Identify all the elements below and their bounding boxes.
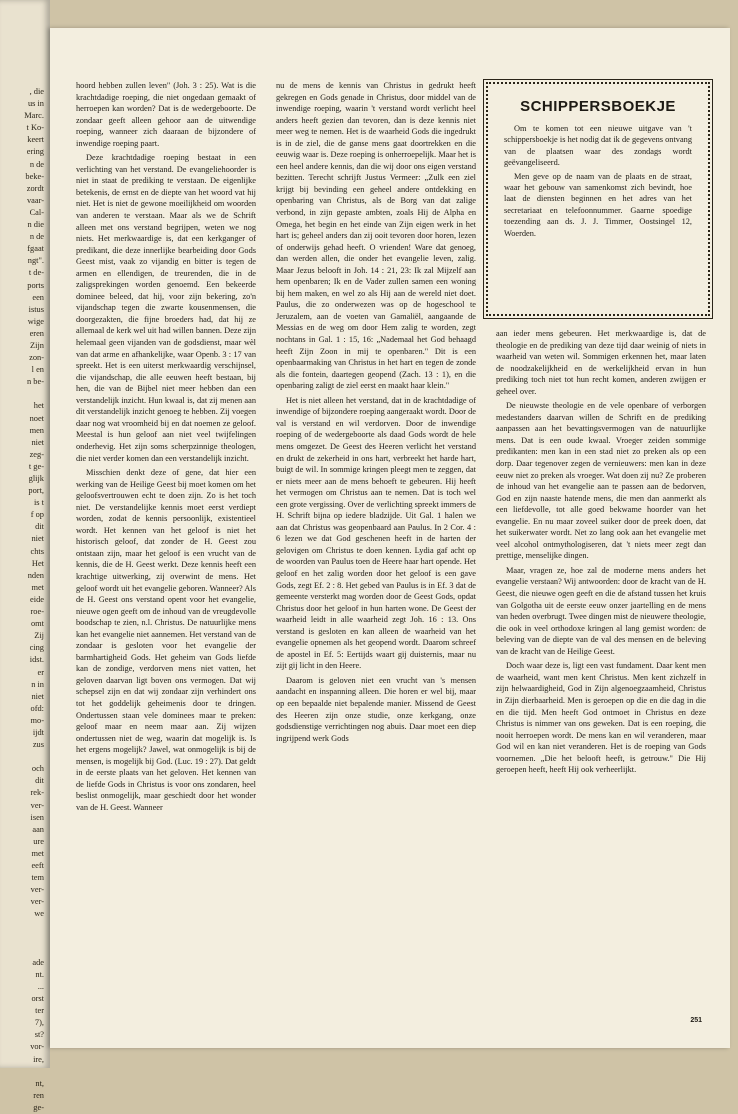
notice-title: SCHIPPERSBOEKJE (520, 98, 676, 115)
gutter-fragment: glijk (28, 474, 44, 483)
gutter-fragment: fgaat (27, 244, 44, 254)
gutter-fragment: Marc. (24, 111, 44, 121)
gutter-fragment: ire, (33, 1054, 44, 1064)
gutter-fragment: niet (31, 534, 44, 544)
gutter-fragment: we (34, 909, 44, 919)
gutter-fragment: t ge- (28, 461, 44, 471)
gutter-fragment: keert (27, 135, 44, 145)
gutter-fragment: ver- (30, 885, 44, 895)
paragraph: Daarom is geloven niet een vrucht van 's mensen aandacht en inspanning alleen. Die horen er wel bij, maar op een bepaalde niet bepalende manier. Missend de Geest des Heeren zijn onze studie, onze kerkgang, onze godsdienstige verrichtingen nog abuis. Daar moet een diep ingrijpend werk Gods (276, 675, 476, 743)
gutter-fragment: zeg- (29, 449, 44, 459)
paragraph: Het is niet alleen het verstand, dat in de krachtdadige of inwendige of bijzondere roeping aangeraakt wordt. Door de val is verstand en wil verdorven. Door de inwendige roeping of de wedergeboorte als daad Gods wordt de hele mens omgezet. De Geest des Heeren verlicht het verstand en drukt de zekerheid in ons hart, verbreekt het harde hart, buigt de wil. In sommige kringen pleegt men te zeggen, dat er niets meer aan de mens behoeft te gebeuren. Hij heeft het vermogen om Christus aan te nemen. Dat is toch wel een grote vergissing. Over de verlichting spreekt immers de H. Schrift bijna op iedere bladzijde. Uit Gal. 1 halen we aan dat Christus was geopenbaard aan Paulus. In 2 Cor. 4 : 6 lezen we dat God geschenen heeft in de harten der gelovigen om Christus te doen kennen. Lydia gaf acht op de woorden van Paulus toen de Heere haar hart opende. Het geloof en het zalig worden door het geloof is een gave Gods, zegt Ef. 2 : 8. Het gebed van Paulus is in Ef. 3 dat de gemeente versterkt mag worden door de Geest Gods, opdat Christus door het geloof in hun harten wone. De Geest der waarheid leidt in alle waarheid zegt Joh. 16 : 13. Ons verstand is gesloten en kan alleen de waarheid van het evangelie opnemen als het geopend wordt. Daarom schreef de apostel in Ef. 5: Eertijds waart gij duisternis, maar nu zijt gij licht in den Heere. (276, 395, 476, 671)
gutter-fragment: chts (30, 546, 44, 556)
paragraph: nu de mens de kennis van Christus in gedrukt heeft gekregen en Gods genade in Christus, door middel van de inwendige roeping, waarin 't verstand wordt verlicht heel anders heeft gezien dan tevoren, dan is deze kennis niet meer weg te nemen. Het is de waarheid Gods die ingedrukt is in de ziel, die de ganse mens gaat doortrekken en die eeuwig waar is. Deze roeping is onherroepelijk. Maar het is een heel andere kennis, dan die wij door ons eigen verstand bezitten. Terecht schrijft Justus Vermeer: „Zulk een ziel krijgt bij bevinding een geheel andere ontdekking en openbaring van Christus, als de Borg van dat zalige verbond, in zijn gepaste ambten, zoals Hij de Alpha en Omega, het begin en het einde van Zijn eigen werk in het hart is; geheel anders dan zij ooit tevoren door horen, lezen of onderwijs gehad heeft. O vrienden! Ware dat genoeg, dan werden allen, die onder het evangelie leven, zalig. Maar Jezus belooft in Joh. 14 : 21, 23: Ik zal Mijzelf aan hem openbaren; Ik en de Vader zullen samen een woning bij hem maken, en wel zo als Hij aan de wereld niet doet. Paulus, die zo onderwezen was op de hogeschool te Jeruzalem, aan de voeten van Gamaliël, aangaande de Messias en de weg om door Hem zalig te worden, zegt nochtans in Gal. 1 : 15, 16: „Nademaal het God behaagd heeft Zijn Zoon in mij te openbaren." Dit is een openbaarmaking van Christus in het hart en tegen de zonde als die fontein, daartegen geopend (Zach. 13 : 1), en die openbaring zaligt de ziel eerst en maakt haar klein." (276, 81, 476, 391)
gutter-fragment: cing (29, 643, 44, 653)
paragraph: Doch waar deze is, ligt een vast fundament. Daar kent men de waarheid, want men kent Christus. Men kent zichzelf in zijn helwaardigheid, God in Zijn algenoegzaamheid, Christus in Zijn dierbaarheid. Men is geroepen op die en die dag in die en die tijd. Men heeft God ontmoet in Christus en deze Christus is nimmer van ons geweken. Dat is een roeping, die nooit herroepen wordt. De mens kan en wil veranderen, maar God wil en kan niet veranderen. Het is de roeping van Gods voornemen. „Die het belooft heeft, is getrouw." Die Hij geroepen heeft, heeft Hij ook verheerlijkt. (496, 661, 706, 775)
gutter-fragment: ... (37, 981, 44, 991)
gutter-fragment: n die (27, 220, 44, 230)
paragraph: aan ieder mens gebeuren. Het merkwaardige is, dat de theologie en de prediking van deze tijd daar weinig of niets in waarheid van weten wil. Sommigen erkennen het, maar laten de noodzakelijkheid en de werkelijkheid ervan in hun prediking toch niet tot hun recht komen, anderen zwijgen er geheel over. (496, 329, 706, 396)
gutter-fragment: zordt (26, 183, 44, 193)
gutter-fragment: roe- (30, 607, 44, 617)
paragraph: Deze krachtdadige roeping bestaat in een verlichting van het verstand. De evangeliehoorder is niet in staat de prediking te verstaan. De eigenlijke betekenis, de ernst en de diepte van het woord vat hij niet. Het is niet de gewone moeilijkheid om woorden van anderen te verstaan. Maar als we de Schrift alleen met ons verstand begrijpen, weten we nog niets. Het merkwaardige is, dat een kerkganger of predikant, die deze innerlijke bearbeiding door Gods Geest mist, vaak zo vijandig en bitter is tegen de armen en ellendigen, de treurenden, die in de zaligsprekingen worden genoemd. Een bekeerde dominee beleed, dat hij, voor zijn bekering, zo'n vijandschap tegen die zwarte kousenmensen, die doorgezakten, die fijne broeders had, dat hij ze allemaal de kerk wel uit had willen bannen. Deze zijn helemaal geen vijanden van de godsdienst, maar wèl van dat arme en afhankelijke, waar Openb. 3 : 17 van spreekt. Het is een uiterst merkwaardig verschijnsel, die vijandschap, die alle eeuwen heeft bestaan, bij hen, die van de Bijbel niet meer hebben dan een verstandelijk inzicht. Hun kwaal is, dat zij menen aan dit verstandelijk inzicht genoeg te hebben. Zij voegen daar nog wat vroomheid bij en dat noemen ze geloof. Meestal is hun geloof aan niet veel twijfelingen onderhevig. Het zijn soms scherpzinnige theologen, die niet verder komen dan een verstandelijk inzicht. (76, 153, 256, 463)
gutter-fragment (0, 751, 50, 763)
gutter-fragment: ports (27, 280, 44, 290)
gutter-fragment: zus (32, 740, 44, 750)
notice-paragraph: Men geve op de naam van de plaats en de straat, waar het gebouw van samenkomst zich bevindt, hoe laat de diensten beginnen en het adres van het secretariaat en telefoonnummer. Gaarne spoedige toezending aan ds. J. J. Timmer, Oostsingel 12, Woerden. (504, 171, 692, 238)
gutter-fragment: niet (31, 691, 44, 701)
gutter-fragment: men (29, 425, 44, 435)
gutter-fragment: ure (33, 836, 44, 846)
gutter-fragment: isen (30, 812, 44, 822)
left-page-fragments (0, 0, 50, 1114)
gutter-fragment: l en (31, 365, 44, 375)
gutter-fragment: och (31, 764, 44, 774)
gutter-fragment: eren (29, 328, 44, 338)
paragraph: Maar, vragen ze, hoe zal de moderne mens anders het evangelie verstaan? Wij antwoorden: door de kracht van de H. Geest, die nieuwe ogen geeft en die de afstand tussen het kruis van Golgotha uit de eerste eeuw onzer jaartelling en de mens van heden overbrugt. Twee dingen mist de nieuwere theologie, die ook in veel orthodoxe kringen al lang gemist worden: de beleving van de diepte van de val des mensen en de beleving van de kracht van de Heilige Geest. (496, 565, 706, 656)
gutter-fragment: ver- (30, 897, 44, 907)
gutter-fragment: t Ko- (26, 123, 44, 133)
text-column-1 (76, 80, 256, 816)
left-page-gutter (0, 0, 50, 1112)
gutter-fragment: niet (31, 437, 44, 447)
gutter-fragment: mo- (30, 715, 44, 725)
gutter-fragment: eeft (31, 861, 44, 870)
gutter-fragment: het (33, 401, 44, 411)
text-column-3 (496, 328, 706, 779)
magazine-page (50, 28, 730, 1048)
gutter-fragment: ngt". (27, 256, 44, 266)
gutter-fragment: zon- (29, 353, 44, 363)
gutter-fragment: ver- (30, 800, 44, 810)
gutter-fragment: Het (31, 558, 44, 568)
gutter-fragment: met (31, 582, 44, 592)
gutter-fragment (0, 933, 50, 945)
notice-paragraph: Om te komen tot een nieuwe uitgave van 't schippersboekje is het nodig dat ik de gegevens ontvang van de plaatsen waar des zondags wordt geëvangeliseerd. (504, 124, 692, 168)
gutter-fragment: idst. (29, 655, 44, 665)
gutter-fragment: ijdt (32, 727, 44, 737)
gutter-fragment: n de (29, 232, 44, 242)
gutter-fragment: eide (30, 594, 44, 604)
gutter-fragment: port, (28, 486, 44, 496)
gutter-fragment: Zijn (30, 340, 44, 350)
gutter-fragment: ade (32, 957, 44, 967)
gutter-fragment: beke- (25, 171, 44, 181)
gutter-fragment (0, 388, 50, 400)
gutter-fragment: st? (34, 1030, 44, 1040)
gutter-fragment: us in (27, 99, 44, 109)
gutter-fragment: nden (27, 570, 44, 580)
gutter-fragment: wige (27, 316, 44, 326)
paragraph: De nieuwste theologie en de vele openbare of verborgen medestanders daarvan willen de Schrift en de prediking aanpassen aan het bevattingsvermogen van de natuurlijke mens. Dat is een oude kwaal. Vroeger zeiden sommige predikanten: men kan in een stad niet zo preken als op een dorp. Daar tegenover zegen de vernieuwers: men kan in deze eeuw niet zo preken als vroeger. Wat doen zij nu? Ze proberen de inhoud van het evangelie aan te passen aan de bedorven, God en zijn naaste hatende mens, die men dan aanmerkt als een liefdevolle, tot alle goed bekwame hoorder van het evangelie. En nu maar zoveel suiker door de preek doen, dat het suikerwater wordt. Net zo lang ook aan het evangelie met veel alcohol ontmythologiseren, dat 't niets meer zegt dan prettige, menselijke dingen. (496, 401, 706, 561)
gutter-fragment: omt (30, 619, 44, 629)
gutter-fragment: Cal- (29, 207, 44, 217)
gutter-fragment: noet (29, 413, 44, 423)
gutter-fragment: , die (29, 87, 44, 96)
gutter-fragment: rek- (30, 788, 44, 798)
page-number: 251 (690, 1017, 702, 1024)
gutter-fragment: dit (35, 776, 44, 786)
gutter-fragment: aan (32, 824, 44, 834)
gutter-fragment (0, 1066, 50, 1078)
gutter-fragment: n de (29, 159, 44, 169)
gutter-fragment: istus (28, 304, 44, 314)
paragraph: hoord hebben zullen leven" (Joh. 3 : 25). Wat is die krachtdadige roeping, die niet ongedaan gemaakt of herroepen kan worden? Dat is de wedergeboorte. De zondaar geeft alleen gehoor aan de uitwendige roeping, wanneer zich daaraan de bijzondere of inwendige roeping paart. (76, 81, 256, 148)
gutter-fragment: is t (33, 498, 44, 508)
gutter-fragment: n in (31, 679, 44, 689)
gutter-fragment: ren (33, 1090, 44, 1100)
gutter-fragment: vaar- (26, 195, 44, 205)
gutter-fragment: t de- (28, 268, 44, 278)
text-column-2 (276, 80, 476, 747)
gutter-fragment: n be- (27, 377, 44, 387)
gutter-fragment: met (31, 848, 44, 858)
gutter-fragment: dit (35, 522, 44, 532)
gutter-fragment: ofd: (30, 703, 44, 713)
gutter-fragment: een (32, 292, 44, 302)
gutter-fragment: ter (35, 1006, 44, 1016)
gutter-fragment: Zij (34, 631, 44, 641)
gutter-fragment: ering (26, 147, 44, 157)
gutter-fragment (0, 920, 50, 932)
gutter-fragment: 7), (34, 1018, 44, 1028)
paragraph: Misschien denkt deze of gene, dat hier een werking van de Heilige Geest bij moet komen om het geloofsvertrouwen echt te doen zijn. Zo is het toch niet. De verstandelijke kennis moet eerst verdiept worden, zodat de kennis persoonlijk, existentieel wordt. Het kennen van het geloof is niet het historisch geloof, dat zonder de H. Geest zou ontstaan zijn, maar het geloof is een vrucht van de kennis, die de H. Geest werkt. Deze kennis heeft een krachtige uitwerking, zij overwint de mens. Het geloof wordt uit het evangelie geboren. Wanneer? Als de H. Geest ons verstand opent voor het evangelie, nieuwe ogen geeft om de inhoud van de vreugdevolle boodschap te zien, n.l. Christus. De natuurlijke mens kan het evangelie niet aannemen. Het verstand van de zondaar is gesloten voor het evangelie der barmhartigheid Gods. Het geheim van Gods liefde kan de zondige, verdorven mens niet vatten, het geloven daarvan ligt boven ons vermogen. Dat wij schepsel zijn en dat wij zondaar zijn verhindert ons tot het goddelijk geheimenis door te dringen. Ondertussen staan vele dominees maar te preken: geloof maar en neem maar aan. Zij wijzen ondertussen niet de weg, waarin dat mogelijk is. Is het ergens mogelijk? Jawel, wat onmogelijk is bij de mensen, is mogelijk bij God. (Luc. 19 : 27). Dat geldt in de eerste plaats van het geloven. Het kennen van de liefde Gods in Christus is voor ons zondaren, heel beslist onmogelijk, maar geschiedt door het wonder van de H. Geest. Wanneer (76, 468, 256, 812)
gutter-fragment (0, 945, 50, 957)
gutter-fragment: er (37, 667, 44, 677)
gutter-fragment: nt, (35, 1078, 44, 1088)
gutter-fragment: f op (30, 510, 44, 520)
gutter-fragment: orst (31, 994, 44, 1004)
gutter-fragment: ge- (33, 1102, 44, 1112)
gutter-fragment: vor- (30, 1042, 44, 1052)
notice-box (486, 82, 710, 316)
gutter-fragment: tem (31, 873, 44, 883)
gutter-fragment: nt. (35, 969, 44, 979)
